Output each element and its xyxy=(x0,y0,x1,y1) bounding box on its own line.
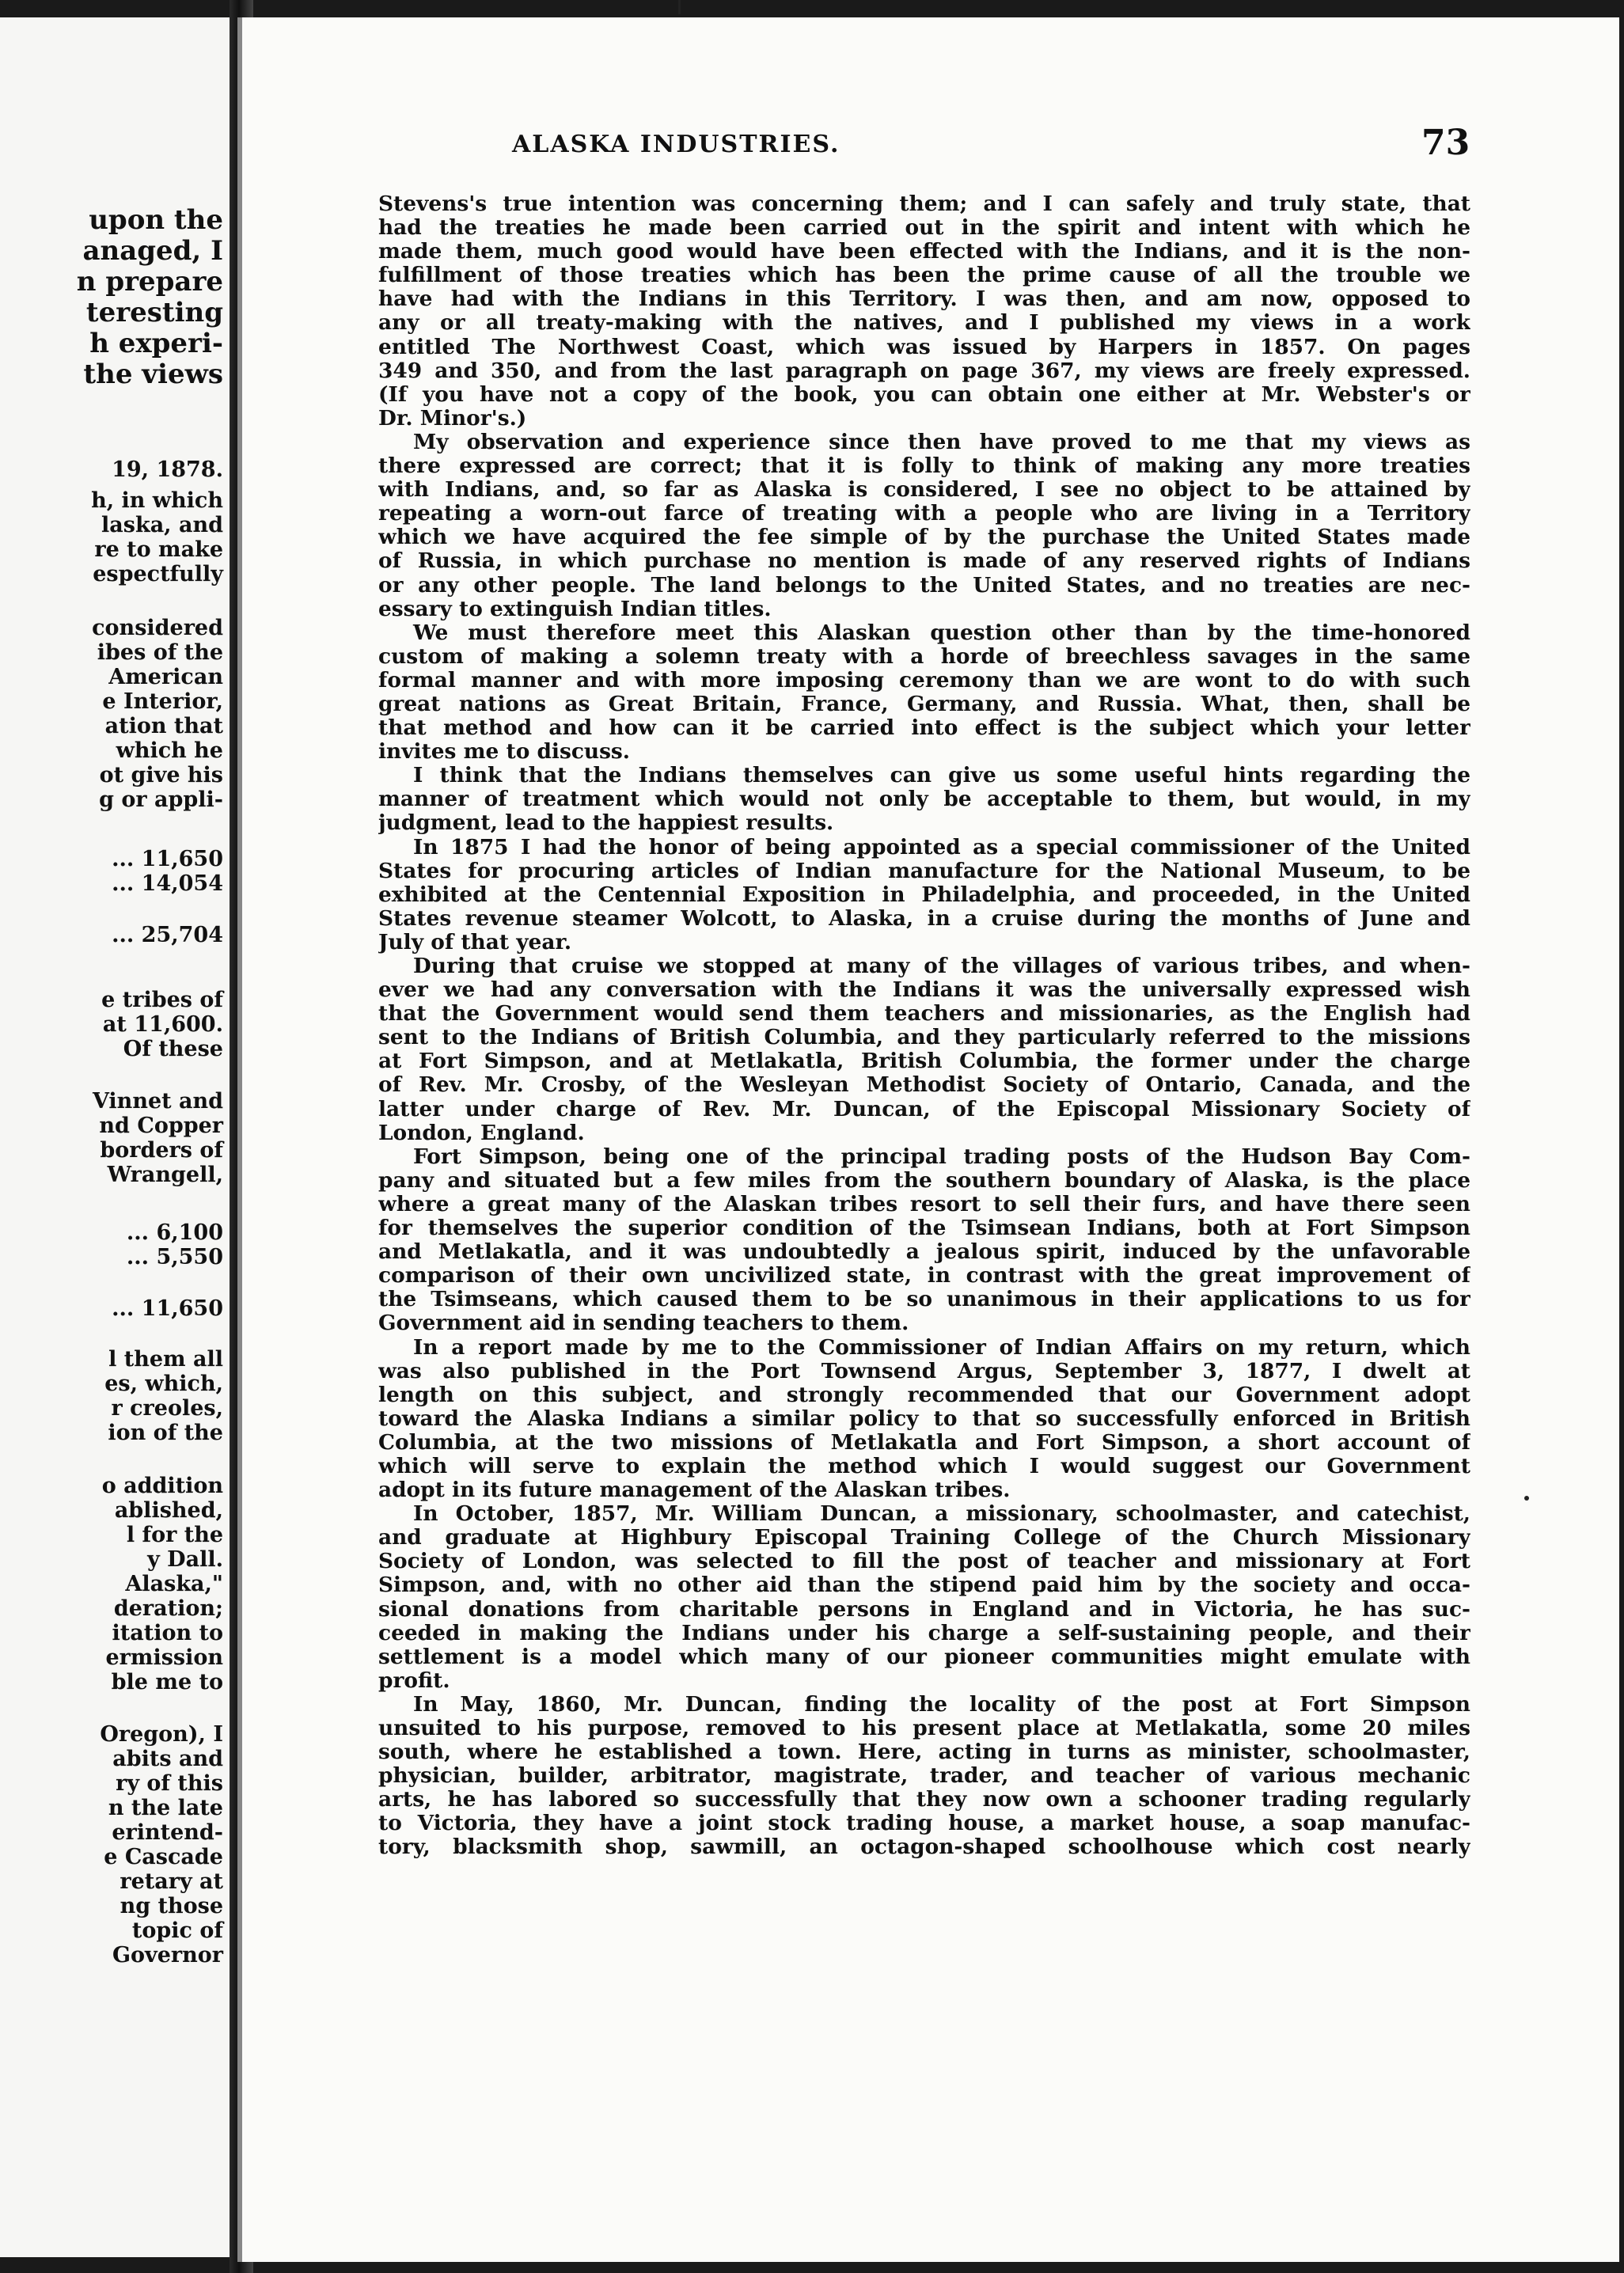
body-line: which will serve to explain the method which I would suggest our Government xyxy=(378,1454,1470,1478)
body-line: My observation and experience since then have proved to me that my views as xyxy=(413,430,1470,454)
body-line: any or all treaty-making with the natives, and I published my views in a work xyxy=(378,311,1470,336)
body-line: custom of making a solemn treaty with a horde of breechless savages in the same xyxy=(378,644,1470,669)
body-line: was also published in the Port Townsend Argus, September 3, 1877, I dwelt at xyxy=(378,1359,1470,1383)
body-line: that method and how can it be carried into effect is the subject which your letter xyxy=(378,716,1470,741)
body-line: adopt in its future management of the Alaskan tribes. xyxy=(378,1478,1011,1503)
left-page-line: ermission xyxy=(105,1645,223,1670)
left-page-line: o addition xyxy=(101,1474,223,1498)
body-line: which we have acquired the fee simple of by the purchase the United States made xyxy=(378,526,1470,550)
left-page-line: retary at xyxy=(120,1869,223,1894)
body-line: sent to the Indians of British Columbia, and they particularly referred to the missions xyxy=(378,1026,1470,1050)
body-line: settlement is a model which many of our pioneer communities might emulate with xyxy=(378,1645,1470,1669)
left-page-line: upon the xyxy=(89,204,223,236)
body-line: formal manner and with more imposing ceremony than we are wont to do with such xyxy=(378,668,1470,693)
left-page-line: espectfully xyxy=(93,562,223,586)
body-line: there expressed are correct; that it is folly to think of making any more treaties xyxy=(378,454,1470,479)
left-page-line: which he xyxy=(116,738,223,763)
body-line: latter under charge of Rev. Mr. Duncan, of the Episcopal Missionary Society of xyxy=(378,1097,1470,1121)
body-line: to Victoria, they have a joint stock trading house, a market house, a soap manufac- xyxy=(378,1812,1470,1836)
body-line: unsuited to his purpose, removed to his present place at Metlakatla, some 20 miles xyxy=(378,1717,1470,1740)
body-line: ever we had any conversation with the Indians it was the universally expressed wish xyxy=(378,978,1470,1003)
left-page-line: ... 14,054 xyxy=(112,871,223,896)
left-page-line: l them all xyxy=(108,1347,223,1372)
body-line: (If you have not a copy of the book, you can obtain one either at Mr. Webster's or xyxy=(378,382,1470,407)
left-page-line: n prepare xyxy=(76,266,223,298)
body-line: In a report made by me to the Commissioner of Indian Affairs on my return, which xyxy=(413,1335,1470,1360)
body-line: We must therefore meet this Alaskan question other than by the time-honored xyxy=(413,620,1470,645)
body-line: During that cruise we stopped at many of the villages of various tribes, and when- xyxy=(413,954,1470,978)
body-line: tory, blacksmith shop, sawmill, an octagon-shaped schoolhouse which cost nearly xyxy=(378,1835,1470,1860)
body-line: States revenue steamer Wolcott, to Alaska, in a cruise during the months of June and xyxy=(378,906,1470,931)
body-line: where a great many of the Alaskan tribes resort to sell their furs, and have there seen xyxy=(378,1192,1470,1216)
body-line: fulfillment of those treaties which has been the prime cause of all the trouble we xyxy=(378,264,1470,288)
body-line: 349 and 350, and from the last paragraph on page 367, my views are freely expressed. xyxy=(378,359,1470,383)
body-line: profit. xyxy=(378,1668,450,1693)
body-line: manner of treatment which would not only be acceptable to them, but would, in my xyxy=(378,787,1470,812)
body-line: sional donations from charitable persons in England and in Victoria, he has suc- xyxy=(378,1597,1470,1622)
left-page-line: Wrangell, xyxy=(107,1163,223,1187)
print-speck xyxy=(1524,1496,1529,1501)
body-line: the Tsimseans, which caused them to be so unanimous in their applications to us for xyxy=(378,1288,1470,1312)
left-page-line: re to make xyxy=(94,537,223,562)
body-line: and graduate at Highbury Episcopal Training College of the Church Missionary xyxy=(378,1526,1470,1550)
body-line: of Russia, in which purchase no mention is made of any reserved rights of Indians xyxy=(378,549,1470,574)
body-line: of Rev. Mr. Crosby, of the Wesleyan Methodist Society of Ontario, Canada, and the xyxy=(378,1073,1470,1098)
left-page-line: Alaska," xyxy=(125,1572,223,1596)
body-line: comparison of their own uncivilized state, in contrast with the great improvement of xyxy=(378,1264,1470,1288)
left-page-line: borders of xyxy=(100,1138,223,1163)
body-line: south, where he established a town. Here, acting in turns as minister, schoolmaster, xyxy=(378,1740,1470,1765)
left-page-line: deration; xyxy=(113,1596,223,1621)
body-line: In 1875 I had the honor of being appointed as a special commissioner of the United xyxy=(413,835,1470,859)
left-page-line: e tribes of xyxy=(101,988,223,1012)
body-line: States for procuring articles of Indian manufacture for the National Museum, to be xyxy=(378,859,1470,883)
body-line: Dr. Minor's.) xyxy=(378,406,527,431)
left-page-line: e Cascade xyxy=(104,1845,223,1869)
left-page-line: r creoles, xyxy=(111,1396,223,1421)
left-page-line: Oregon), I xyxy=(100,1722,223,1747)
left-page-line: Governor xyxy=(112,1943,223,1968)
body-line: or any other people. The land belongs to the United States, and no treaties are nec- xyxy=(378,573,1470,598)
body-line: judgment, lead to the happiest results. xyxy=(378,811,834,836)
left-page-line: ... 5,550 xyxy=(126,1245,223,1269)
left-page-line: ibes of the xyxy=(97,640,223,665)
left-page-line: ... 25,704 xyxy=(112,923,223,947)
left-page-line: ble me to xyxy=(111,1670,223,1694)
running-head: ALASKA INDUSTRIES. xyxy=(512,131,840,158)
left-page-line: Vinnet and xyxy=(92,1089,223,1114)
body-line: length on this subject, and strongly recommended that our Government adopt xyxy=(378,1383,1470,1407)
body-line: exhibited at the Centennial Exposition in Philadelphia, and proceeded, in the United xyxy=(378,882,1470,907)
body-line: Fort Simpson, being one of the principal trading posts of the Hudson Bay Com- xyxy=(413,1144,1470,1169)
body-line: Government aid in sending teachers to them. xyxy=(378,1311,909,1336)
left-page-line: Of these xyxy=(123,1037,223,1061)
left-page-line: h experi- xyxy=(89,328,223,359)
left-page-line: ng those xyxy=(120,1894,223,1918)
left-page-line: the views xyxy=(83,359,223,390)
body-line: Stevens's true intention was concerning them; and I can safely and truly state, that xyxy=(378,192,1470,216)
body-line: July of that year. xyxy=(378,930,572,954)
left-page-line: topic of xyxy=(131,1918,223,1943)
body-line: physician, builder, arbitrator, magistrate, trader, and teacher of various mechanic xyxy=(378,1764,1470,1789)
left-page-line: ablished, xyxy=(114,1498,223,1523)
left-page-line: 19, 1878. xyxy=(112,457,223,482)
body-line: with Indians, and, so far as Alaska is considered, I see no object to be attained by xyxy=(378,478,1470,503)
body-line: pany and situated but a few miles from the southern boundary of Alaska, is the place xyxy=(378,1168,1470,1193)
body-line: that the Government would send them teachers and missionaries, as the English had xyxy=(378,1002,1470,1026)
left-page-line: nd Copper xyxy=(99,1114,223,1138)
body-line: essary to extinguish Indian titles. xyxy=(378,597,772,621)
left-page-line: ry of this xyxy=(116,1771,223,1796)
body-line: Society of London, was selected to fill the post of teacher and missionary at Fort xyxy=(378,1550,1470,1574)
body-line: In October, 1857, Mr. William Duncan, a missionary, schoolmaster, and catechist, xyxy=(413,1502,1470,1527)
page-number: 73 xyxy=(1421,123,1470,163)
left-page-fragment xyxy=(0,17,230,2257)
left-page-line: considered xyxy=(92,616,223,640)
body-line: In May, 1860, Mr. Duncan, finding the locality of the post at Fort Simpson xyxy=(413,1692,1470,1717)
body-line: ceeded in making the Indians under his charge a self-sustaining people, and their xyxy=(378,1621,1470,1645)
body-line: at Fort Simpson, and at Metlakatla, British Columbia, the former under the charge xyxy=(378,1049,1470,1074)
body-line: Simpson, and, with no other aid than the stipend paid him by the society and occa- xyxy=(378,1573,1470,1598)
body-line: great nations as Great Britain, France, Germany, and Russia. What, then, shall be xyxy=(378,692,1470,716)
body-line: London, England. xyxy=(378,1121,585,1145)
body-line: made them, much good would have been effected with the Indians, and it is the non- xyxy=(378,240,1470,264)
left-page-line: y Dall. xyxy=(147,1547,223,1572)
left-page-line: h, in which xyxy=(91,488,223,513)
left-page-line: l for the xyxy=(126,1523,223,1547)
body-text xyxy=(378,192,1470,1860)
left-page-line: es, which, xyxy=(104,1372,223,1396)
body-line: toward the Alaska Indians a similar policy to that so successfully enforced in British xyxy=(378,1406,1470,1431)
body-line: have had with the Indians in this Territory. I was then, and am now, opposed to xyxy=(378,287,1470,312)
body-line: for themselves the superior condition of the Tsimsean Indians, both at Fort Simpson xyxy=(378,1216,1470,1241)
left-page-line: ot give his xyxy=(99,763,223,787)
left-page-line: ... 11,650 xyxy=(112,847,223,871)
body-line: invites me to discuss. xyxy=(378,740,630,765)
body-line: arts, he has labored so successfully that they now own a schooner trading regularly xyxy=(378,1788,1470,1812)
left-page-line: e Interior, xyxy=(102,689,223,714)
left-page-line: erintend- xyxy=(112,1820,223,1845)
left-page-line: itation to xyxy=(112,1621,223,1645)
left-page-line: American xyxy=(108,665,223,689)
left-page-line: teresting xyxy=(85,297,223,328)
left-page-line: ion of the xyxy=(108,1421,223,1445)
left-page-line: laska, and xyxy=(101,513,223,537)
body-line: had the treaties he made been carried out in the spirit and intent with which he xyxy=(378,216,1470,241)
body-line: Columbia, at the two missions of Metlakatla and Fort Simpson, a short account of xyxy=(378,1430,1470,1455)
left-page-line: ation that xyxy=(104,714,223,738)
left-page-line: abits and xyxy=(112,1747,223,1771)
left-page-line: g or appli- xyxy=(99,787,223,812)
body-line: and Metlakatla, and it was undoubtedly a jealous spirit, induced by the unfavorable xyxy=(378,1240,1470,1265)
left-page-line: ... 11,650 xyxy=(112,1296,223,1321)
left-page-line: n the late xyxy=(108,1796,223,1820)
left-page-line: anaged, I xyxy=(82,235,223,267)
left-page-line: ... 6,100 xyxy=(126,1220,223,1245)
body-line: entitled The Northwest Coast, which was issued by Harpers in 1857. On pages xyxy=(378,335,1470,359)
body-line: I think that the Indians themselves can give us some useful hints regarding the xyxy=(413,764,1470,788)
left-page-line: at 11,600. xyxy=(102,1012,223,1037)
body-line: repeating a worn-out farce of treating with a people who are living in a Territory xyxy=(378,502,1470,526)
top-edge-mark xyxy=(678,0,681,14)
